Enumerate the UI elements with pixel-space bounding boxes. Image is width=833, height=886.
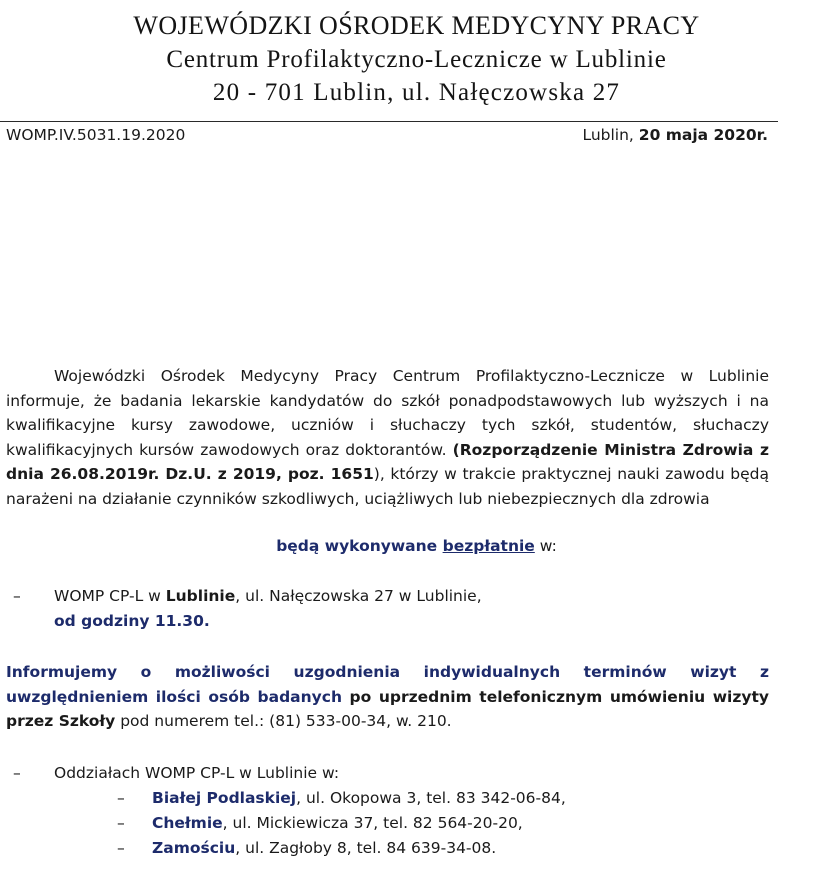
location-text-b: , ul. Nałęczowska 27 w Lublinie, — [235, 587, 482, 605]
date-place: Lublin, — [582, 126, 639, 144]
branch-item — [152, 789, 566, 807]
paragraph-text-b: ), którzy w trakcie praktycznej nauki zawodu będą narażeni na działanie czynników szkodliwych, uciążliwych lub niebezpiecznych dla zdrowia — [6, 465, 769, 508]
date-value: 20 maja 2020r. — [638, 126, 768, 144]
branch-item — [152, 814, 523, 832]
opening-hours: od godziny 11.30. — [54, 612, 210, 630]
main-paragraph — [6, 364, 769, 511]
institution-subtitle: Centrum Profilaktyczno-Lecznicze w Lublinie — [166, 46, 667, 73]
free-exams-line — [0, 537, 833, 555]
branch-details: , ul. Mickiewicza 37, tel. 82 564-20-20, — [222, 814, 523, 832]
appointment-mid: po uprzednim telefonicznym — [342, 687, 610, 706]
appointment-bold-b: umówieniu wizyty przez Szkoły — [6, 687, 770, 730]
free-word: bezpłatnie — [442, 537, 535, 555]
location-text-a: WOMP CP-L w — [54, 587, 166, 605]
location-city: Lublinie — [165, 587, 236, 605]
branch-city: Białej Podlaskiej — [152, 789, 297, 807]
regulation-citation: (Rozporządzenie Ministra Zdrowia z dnia 26.08.2019r. Dz.U. z 2019, poz. 1651 — [6, 440, 769, 483]
branch-details: , ul. Okopowa 3, tel. 83 342-06-84, — [296, 789, 566, 807]
reference-number: WOMP.IV.5031.19.2020 — [6, 126, 186, 144]
branch-city: Zamościu — [152, 839, 236, 857]
branch-dash: – — [117, 789, 125, 807]
institution-name: WOJEWÓDZKI OŚRODEK MEDYCYNY PRACY — [133, 11, 700, 40]
appointment-phone: pod numerem tel.: (81) 533-00-34, w. 210. — [115, 712, 452, 730]
branch-details: , ul. Zagłoby 8, tel. 84 639-34-08. — [235, 839, 497, 857]
document-date — [582, 126, 768, 144]
branches-intro: Oddziałach WOMP CP-L w Lublinie w: — [54, 764, 340, 782]
appointment-bold-a: Informujemy o możliwości uzgodnienia indywidualnych terminów wizyt z uwzględnieniem ilości osób badanych — [6, 663, 769, 706]
branch-city: Chełmie — [152, 814, 223, 832]
appointment-info — [6, 660, 769, 734]
branch-dash: – — [117, 814, 125, 832]
free-text-a: będą wykonywane — [276, 537, 443, 555]
list-dash: – — [13, 764, 21, 782]
paragraph-text-a: Wojewódzki Ośrodek Medycyny Pracy Centrum Profilaktyczno-Lecznicze w Lublinie informuje, że badania lekarskie kandydatów do szkół ponadpodstawowych lub wyższych i na kwalifikacyjne kursy zawodowe, uczniów i słuchaczy tych szkół, studentów, słuchaczy kwalifikacyjnych kursów zawodowych oraz doktorantów. — [6, 367, 769, 459]
list-dash: – — [13, 587, 21, 605]
header-divider — [0, 121, 778, 122]
location-lublin — [54, 587, 482, 605]
branch-dash: – — [117, 839, 125, 857]
free-text-b: w: — [534, 537, 557, 555]
institution-address: 20 - 701 Lublin, ul. Nałęczowska 27 — [212, 79, 621, 106]
branch-item — [152, 839, 496, 857]
